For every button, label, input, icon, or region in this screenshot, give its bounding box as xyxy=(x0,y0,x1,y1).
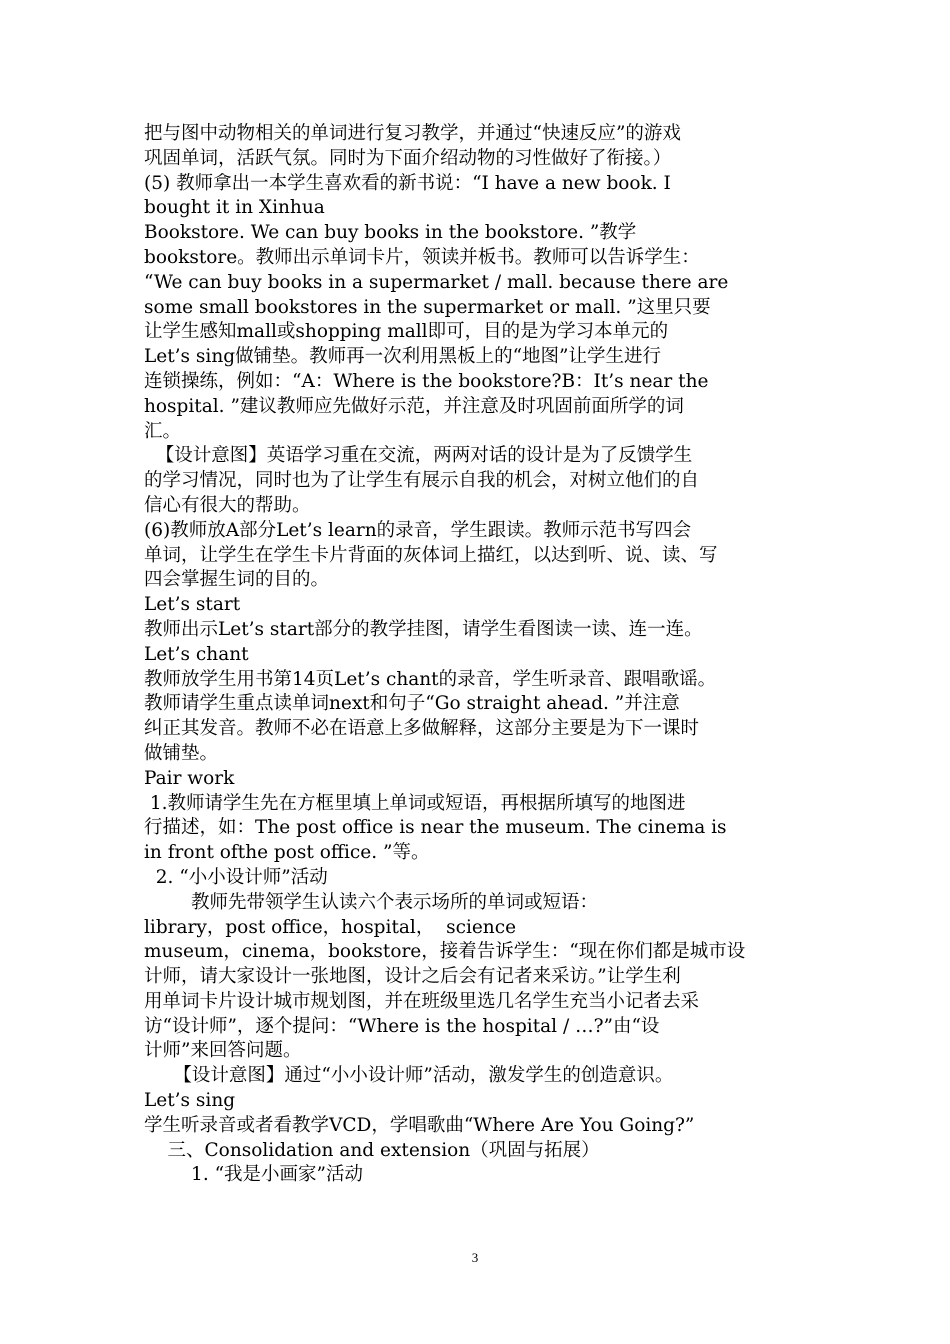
text-line: 三、Consolidation and extension（巩固与拓展） xyxy=(144,1139,600,1161)
text-line: bookstore。教师出示单词卡片，领读并板书。教师可以告诉学生： xyxy=(144,246,700,268)
text-line: 纠正其发音。教师不必在语意上多做解释，这部分主要是为下一课时 xyxy=(144,718,700,740)
text-line: Let’s chant xyxy=(144,643,249,665)
page-number: 3 xyxy=(471,1250,479,1265)
document-body xyxy=(144,122,814,1188)
text-line: Pair work xyxy=(144,767,235,789)
text-line: museum，cinema，bookstore，接着告诉学生：“现在你们都是城市设 xyxy=(144,941,746,963)
text-line: Let’s sing xyxy=(144,1090,236,1112)
text-line: 让学生感知mall或shopping mall即可，目的是为学习本单元的 xyxy=(144,321,669,343)
text-line: 学生听录音或者看教学VCD，学唱歌曲“Where Are You Going?” xyxy=(144,1114,695,1136)
text-line: 访“设计师”，逐个提问：“Where is the hospital / …?”由“设 xyxy=(144,1015,660,1037)
text-line: (6)教师放A部分Let’s learn的录音，学生跟读。教师示范书写四会 xyxy=(144,519,692,541)
text-line: 信心有很大的帮助。 xyxy=(144,494,311,516)
text-line: 2. “小小设计师”活动 xyxy=(144,866,328,888)
text-line: 教师先带领学生认读六个表示场所的单词或短语： xyxy=(144,891,599,913)
text-line: some small bookstores in the supermarket or mall. ”这里只要 xyxy=(144,296,711,318)
text-line: Bookstore. We can buy books in the bookstore. ”教学 xyxy=(144,222,637,244)
text-line: 行描述，如：The post office is near the museum. The cinema is xyxy=(144,817,727,839)
text-line: library，post office，hospital， science xyxy=(144,916,517,938)
text-line: 【设计意图】通过“小小设计师”活动，激发学生的创造意识。 xyxy=(144,1065,674,1087)
text-line: 计师”来回答问题。 xyxy=(144,1040,302,1062)
text-line: 用单词卡片设计城市规划图，并在班级里选几名学生充当小记者去采 xyxy=(144,990,700,1012)
text-line: in front ofthe post office. ”等。 xyxy=(144,842,430,864)
text-line: 教师请学生重点读单词next和句子“Go straight ahead. ”并注意 xyxy=(144,693,680,715)
text-line: (5) 教师拿出一本学生喜欢看的新书说：“I have a new book. I xyxy=(144,172,671,194)
text-line: 【设计意图】英语学习重在交流，两两对话的设计是为了反馈学生 xyxy=(144,445,693,467)
text-line: bought it in Xinhua xyxy=(144,197,325,219)
text-line: 1.教师请学生先在方框里填上单词或短语，再根据所填写的地图进 xyxy=(144,792,686,814)
text-line: hospital. ”建议教师应先做好示范，并注意及时巩固前面所学的词 xyxy=(144,395,684,417)
text-line: 教师出示Let’s start部分的教学挂图，请学生看图读一读、连一连。 xyxy=(144,618,703,640)
text-line: 的学习情况，同时也为了让学生有展示自我的机会，对树立他们的自 xyxy=(144,470,700,492)
text-line: 1. “我是小画家”活动 xyxy=(144,1164,363,1186)
text-line: 巩固单词，活跃气氛。同时为下面介绍动物的习性做好了衔接。） xyxy=(144,147,672,169)
text-line: Let’s sing做铺垫。教师再一次利用黑板上的“地图”让学生进行 xyxy=(144,346,662,368)
text-line: 计师，请大家设计一张地图，设计之后会有记者来采访。”让学生利 xyxy=(144,966,681,988)
text-line: “We can buy books in a supermarket / mall. because there are xyxy=(144,271,729,293)
text-line: 把与图中动物相关的单词进行复习教学，并通过“快速反应”的游戏 xyxy=(144,123,681,144)
text-line: 教师放学生用书第14页Let’s chant的录音，学生听录音、跟唱歌谣。 xyxy=(144,668,717,690)
text-line: 连锁操练，例如：“A：Where is the bookstore?B：It’s near the xyxy=(144,370,709,392)
text-line: 做铺垫。 xyxy=(144,742,219,764)
text-line: 汇。 xyxy=(144,420,182,442)
text-line: 四会掌握生词的目的。 xyxy=(144,569,330,591)
text-line: 单词，让学生在学生卡片背面的灰体词上描红，以达到听、说、读、写 xyxy=(144,544,718,566)
text-line: Let’s start xyxy=(144,594,241,616)
